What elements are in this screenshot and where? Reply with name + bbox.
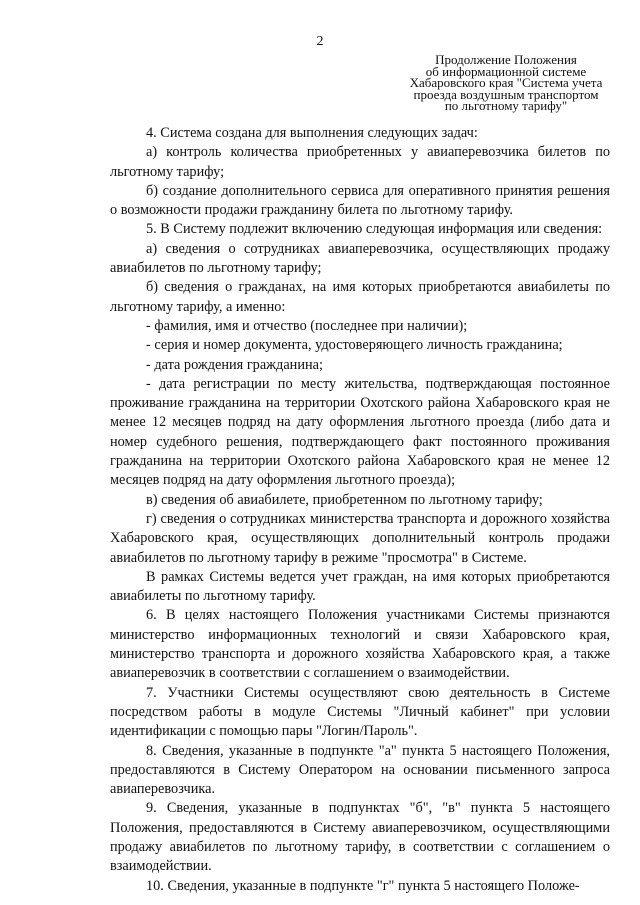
paragraph: г) сведения о сотрудниках министерства транспорта и дорожного хозяйства Хабаровского края, осуществляющих дополнительный контроль продажи авиабилетов по льготному тарифу в режиме "просмотра" в Системе. — [110, 510, 610, 566]
paragraph: - дата рождения гражданина; — [146, 356, 323, 373]
page-number: 2 — [316, 34, 324, 49]
paragraph: 8. Сведения, указанные в подпункте "а" пункта 5 настоящего Положения, предоставляются в Систему Оператором на основании письменного запроса авиаперевозчика. — [110, 742, 610, 798]
paragraph: - серия и номер документа, удостоверяющего личность гражданина; — [146, 337, 563, 354]
header-note-line: проезда воздушным транспортом — [413, 86, 599, 102]
document-body — [110, 124, 610, 896]
paragraph: 4. Система создана для выполнения следующих задач: — [146, 125, 478, 141]
header-note-line: по льготному тарифу" — [444, 98, 568, 114]
paragraph: 10. Сведения, указанные в подпункте "г" пункта 5 настоящего Положе- — [146, 877, 580, 894]
paragraph: 6. В целях настоящего Положения участниками Системы признаются министерство информационных технологий и связи Хабаровского края, министерство транспорта и дорожного хозяйства Хабаровского края, а также авиаперевозчик в соответствии с соглашением о взаимодействии. — [110, 607, 610, 682]
paragraph: б) сведения о гражданах, на имя которых приобретаются авиабилеты по льготному тарифу, а именно: — [110, 279, 610, 315]
paragraph: В рамках Системы ведется учет граждан, на имя которых приобретаются авиабилеты по льготному тарифу. — [110, 568, 610, 605]
header-note-line: Продолжение Положения — [435, 52, 577, 67]
header-note-line: Хабаровского края "Система учета — [409, 75, 603, 91]
header-note — [397, 54, 615, 112]
paragraph: 9. Сведения, указанные в подпунктах "б", "в" пункта 5 настоящего Положения, предоставляются в Систему авиаперевозчиком, осуществляющими продажу авиабилетов по льготному тарифу, в соответствии с соглашением о взаимодействии. — [110, 800, 610, 875]
paragraph: а) контроль количества приобретенных у авиаперевозчика билетов по льготному тарифу; — [110, 144, 610, 180]
header-note-line: об информационной системе — [425, 63, 587, 79]
paragraph: а) сведения о сотрудниках авиаперевозчика, осуществляющих продажу авиабилетов по льготному тарифу; — [110, 240, 610, 277]
paragraph: - дата регистрации по месту жительства, подтверждающая постоянное проживание гражданина на территории Охотского района Хабаровского края не менее 12 месяцев подряд на дату оформления льготного проезда (либо дата и номер судебного решения, подтверждающего факт постоянного проживания гражданина на территории Охотского района Хабаровского края не менее 12 месяцев подряд на дату оформления льготного проезда); — [110, 375, 610, 489]
paragraph: б) создание дополнительного сервиса для оперативного принятия решения о возможности продажи гражданину билета по льготному тарифу. — [110, 182, 610, 219]
paragraph: 7. Участники Системы осуществляют свою деятельность в Системе посредством работы в модуле Системы "Личный кабинет" при условии идентификации с помощью пары "Логин/Пароль". — [110, 684, 610, 740]
paragraph: - фамилия, имя и отчество (последнее при наличии); — [146, 317, 468, 334]
paragraph: 5. В Систему подлежит включению следующая информация или сведения: — [146, 221, 603, 238]
paragraph: в) сведения об авиабилете, приобретенном по льготному тарифу; — [146, 491, 543, 508]
